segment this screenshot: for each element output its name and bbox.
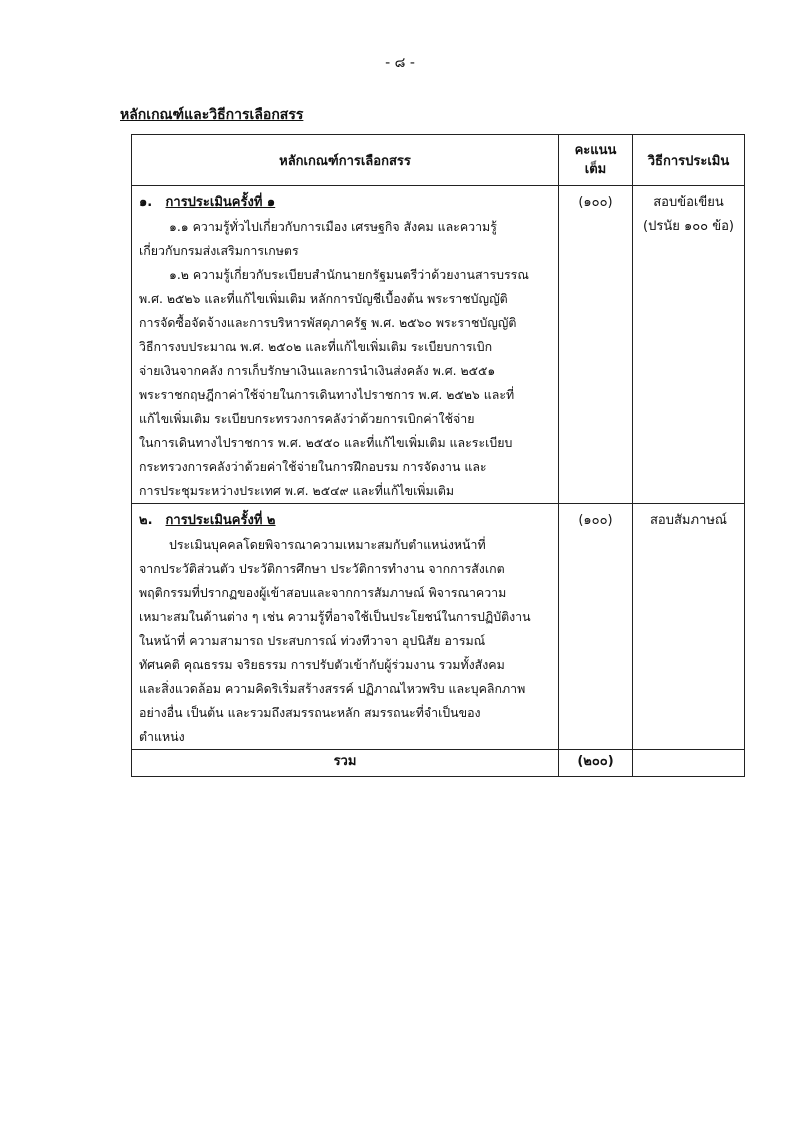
method-cell-2 [633, 504, 745, 750]
criteria-line: จ่ายเงินจากคลัง การเก็บรักษาเงินและการนำเงินส่งคลัง พ.ศ. ๒๕๕๑ [139, 363, 496, 378]
section-heading: หลักเกณฑ์และวิธีการเลือกสรร [120, 107, 304, 123]
criteria-cell-2 [132, 504, 559, 750]
total-label-cell [132, 750, 559, 777]
table-row [132, 504, 745, 750]
criteria-cell-1 [132, 186, 559, 504]
selection-criteria-table [131, 134, 745, 777]
criteria-line: ทัศนคติ คุณธรรม จริยธรรม การปรับตัวเข้ากับผู้ร่วมงาน รวมทั้งสังคม [139, 657, 505, 672]
total-method-cell [633, 750, 745, 777]
criteria-line: พ.ศ. ๒๕๒๖ และที่แก้ไขเพิ่มเติม หลักการบัญชีเบื้องต้น พระราชบัญญัติ [139, 291, 508, 306]
criteria-line: พระราชกฤษฎีกาค่าใช้จ่ายในการเดินทางไปราชการ พ.ศ. ๒๕๒๖ และที่ [139, 387, 515, 402]
criteria-title-1 [139, 191, 552, 215]
criteria-number-1: ๑. [139, 195, 153, 210]
criteria-body-2 [139, 533, 552, 749]
total-label: รวม [333, 754, 357, 769]
header-method [633, 135, 745, 186]
criteria-line: แก้ไขเพิ่มเติม ระเบียบกระทรวงการคลังว่าด้วยการเบิกค่าใช้จ่าย [139, 411, 475, 426]
criteria-line: จากประวัติส่วนตัว ประวัติการศึกษา ประวัติการทำงาน จากการสังเกต [139, 561, 505, 576]
criteria-line: ในหน้าที่ ความสามารถ ประสบการณ์ ท่วงทีวาจา อุปนิสัย อารมณ์ [139, 633, 486, 648]
criteria-line: วิธีการงบประมาณ พ.ศ. ๒๕๐๒ และที่แก้ไขเพิ่มเติม ระเบียบการเบิก [139, 339, 493, 354]
total-row [132, 750, 745, 777]
criteria-title-2 [139, 509, 552, 533]
criteria-line: ๑.๑ ความรู้ทั่วไปเกี่ยวกับการเมือง เศรษฐกิจ สังคม และความรู้ [169, 219, 497, 234]
criteria-line: ๑.๒ ความรู้เกี่ยวกับระเบียบสำนักนายกรัฐมนตรีว่าด้วยงานสารบรรณ [169, 267, 529, 282]
criteria-line: การประชุมระหว่างประเทศ พ.ศ. ๒๕๔๙ และที่แก้ไขเพิ่มเติม [139, 483, 455, 498]
criteria-title-text-2: การประเมินครั้งที่ ๒ [165, 513, 276, 528]
score-cell-1 [559, 186, 633, 504]
criteria-body-1 [139, 215, 552, 503]
score-cell-2 [559, 504, 633, 750]
header-score-line2: เต็ม [584, 162, 607, 177]
criteria-line: อย่างอื่น เป็นต้น และรวมถึงสมรรถนะหลัก สมรรถนะที่จำเป็นของ [139, 705, 481, 720]
criteria-line: ประเมินบุคคลโดยพิจารณาความเหมาะสมกับตำแหน่งหน้าที่ [169, 537, 486, 552]
score-value-2: (๑๐๐) [578, 513, 613, 528]
table-header-row [132, 135, 745, 186]
method-line-1a: สอบข้อเขียน [653, 195, 724, 210]
criteria-line: ตำแหน่ง [139, 729, 185, 744]
method-cell-1 [633, 186, 745, 504]
page-number: - ๘ - [385, 55, 415, 71]
criteria-line: เหมาะสมในด้านต่าง ๆ เช่น ความรู้ที่อาจใช้เป็นประโยชน์ในการปฏิบัติงาน [139, 609, 531, 624]
total-score-cell [559, 750, 633, 777]
criteria-line: ในการเดินทางไปราชการ พ.ศ. ๒๕๕๐ และที่แก้ไขเพิ่มเติม และระเบียบ [139, 435, 513, 450]
header-score [559, 135, 633, 186]
table-row [132, 186, 745, 504]
criteria-line: และสิ่งแวดล้อม ความคิดริเริ่มสร้างสรรค์ ปฏิภาณไหวพริบ และบุคลิกภาพ [139, 681, 526, 696]
method-line-1b: (ปรนัย ๑๐๐ ข้อ) [643, 219, 734, 234]
method-line-2a: สอบสัมภาษณ์ [650, 513, 727, 528]
criteria-line: พฤติกรรมที่ปรากฏของผู้เข้าสอบและจากการสัมภาษณ์ พิจารณาความ [139, 585, 507, 600]
header-score-line1: คะแนน [574, 143, 617, 158]
total-score: (๒๐๐) [577, 754, 614, 769]
score-value-1: (๑๐๐) [578, 195, 613, 210]
criteria-line: เกี่ยวกับกรมส่งเสริมการเกษตร [139, 243, 299, 258]
header-criteria-label: หลักเกณฑ์การเลือกสรร [279, 153, 411, 169]
header-method-label: วิธีการประเมิน [647, 153, 730, 169]
header-criteria [132, 135, 559, 186]
criteria-title-text-1: การประเมินครั้งที่ ๑ [165, 195, 276, 210]
criteria-line: กระทรวงการคลังว่าด้วยค่าใช้จ่ายในการฝึกอบรม การจัดงาน และ [139, 459, 487, 474]
criteria-line: การจัดซื้อจัดจ้างและการบริหารพัสดุภาครัฐ พ.ศ. ๒๕๖๐ พระราชบัญญัติ [139, 315, 517, 330]
criteria-number-2: ๒. [139, 513, 153, 528]
